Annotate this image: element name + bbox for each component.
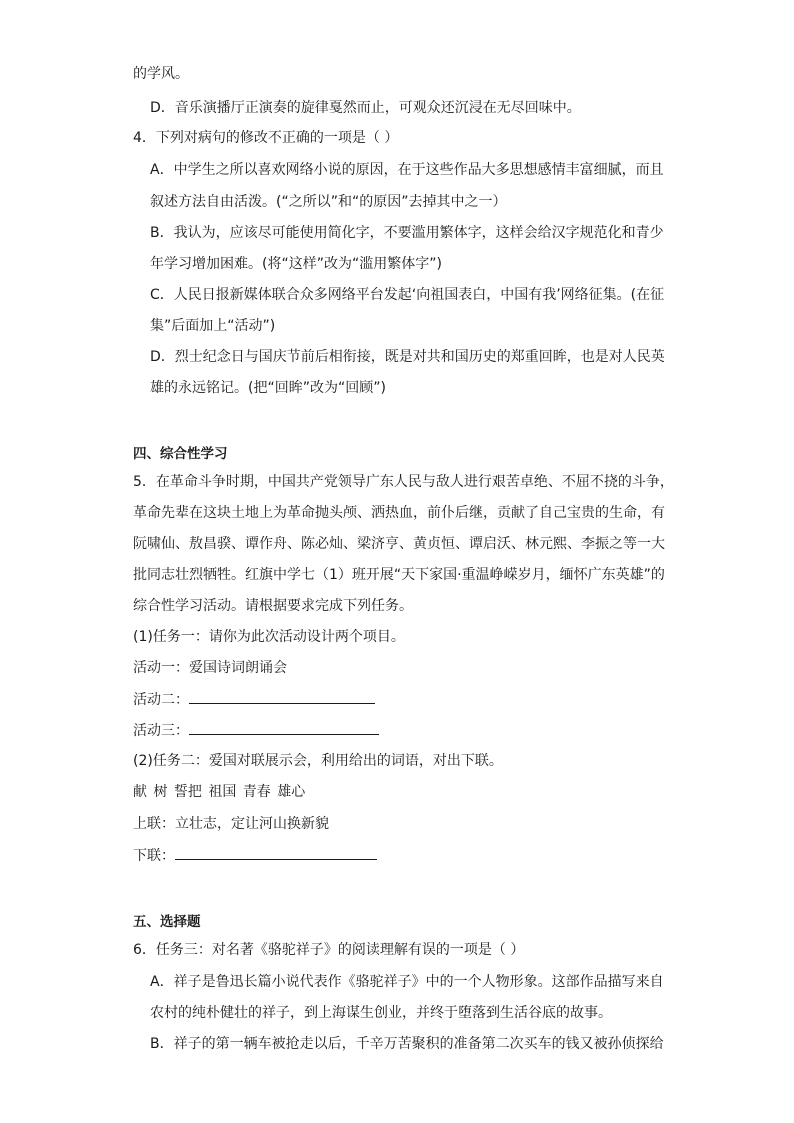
activity-3-blank[interactable] (189, 720, 379, 735)
q4-option-b-line2: 年学习增加困难。(将“这样”改为“滥用繁体字”) (150, 256, 442, 272)
lower-couplet-blank[interactable] (175, 845, 377, 860)
q5-line4: 批同志壮烈牺牲。红旗中学七（1）班开展“天下家国·重温峥嵘岁月，缅怀广东英雄”的 (133, 567, 665, 583)
q4-option-c-line1: C．人民日报新媒体联合众多网络平台发起‘向祖国表白，中国有我’网络征集。(在征 (150, 287, 665, 303)
q3-tail: 的学风。 (133, 66, 189, 82)
section-5-title: 五、选择题 (133, 914, 201, 930)
q4-option-a-line1: A．中学生之所以喜欢网络小说的原因，在于这些作品大多思想感情丰富细腻，而且 (150, 162, 664, 178)
activity-3 (133, 720, 379, 741)
task2: (2)任务二：爱国对联展示会，利用给出的词语，对出下联。 (133, 753, 503, 769)
q6-option-a-line2: 农村的纯朴健壮的祥子，到上海谋生创业，并终于堕落到生活谷底的故事。 (150, 1005, 612, 1021)
q4-stem: 4．下列对病句的修改不正确的一项是（ ） (133, 130, 399, 146)
section-4-title: 四、综合性学习 (133, 446, 228, 462)
activity-1: 活动一：爱国诗词朗诵会 (133, 660, 287, 676)
q5-line2: 革命先辈在这块土地上为革命抛头颅、洒热血，前仆后继，贡献了自己宝贵的生命，有 (133, 505, 665, 521)
q6-stem: 6．任务三：对名著《骆驼祥子》的阅读理解有误的一项是（ ） (133, 942, 525, 958)
q4-option-d-line1: D．烈士纪念日与国庆节前后相衔接，既是对共和国历史的郑重回眸，也是对人民英 (150, 349, 665, 365)
activity-2 (133, 689, 375, 710)
q5-line5: 综合性学习活动。请根据要求完成下列任务。 (133, 598, 413, 614)
given-words: 献 树 誓把 祖国 青春 雄心 (133, 784, 306, 800)
activity-3-label: 活动三： (133, 723, 189, 739)
q4-option-b-line1: B．我认为，应该尽可能使用简化字，不要滥用繁体字，这样会给汉字规范化和青少 (150, 225, 664, 241)
q4-option-a-line2: 叙述方法自由活泼。(“之所以”和“的原因”去掉其中之一） (150, 194, 507, 210)
lower-couplet (133, 845, 377, 866)
activity-2-label: 活动二： (133, 692, 189, 708)
q4-option-d-line2: 雄的永远铭记。(把“回眸”改为“回顾”) (150, 380, 386, 396)
q3-option-d: D．音乐演播厅正演奏的旋律戛然而止，可观众还沉浸在无尽回味中。 (150, 100, 581, 116)
activity-2-blank[interactable] (189, 689, 375, 704)
q4-option-c-line2: 集”后面加上“活动”) (150, 318, 276, 334)
q5-line1: 5．在革命斗争时期，中国共产党领导广东人民与敌人进行艰苦卓绝、不屈不挠的斗争， (133, 474, 674, 490)
q6-option-b-line1: B．祥子的第一辆车被抢走以后，千辛万苦聚积的准备第二次买车的钱又被孙侦探给 (150, 1036, 664, 1052)
lower-couplet-label: 下联： (133, 848, 175, 864)
q6-option-a-line1: A．祥子是鲁迅长篇小说代表作《骆驼祥子》中的一个人物形象。这部作品描写来自 (150, 974, 664, 990)
upper-couplet: 上联：立壮志，定让河山换新貌 (133, 816, 329, 832)
task1: (1)任务一：请你为此次活动设计两个项目。 (133, 629, 405, 645)
q5-line3: 阮啸仙、敖昌骙、谭作舟、陈必灿、梁济亨、黄贞恒、谭启沃、林元熙、李振之等一大 (133, 536, 665, 552)
